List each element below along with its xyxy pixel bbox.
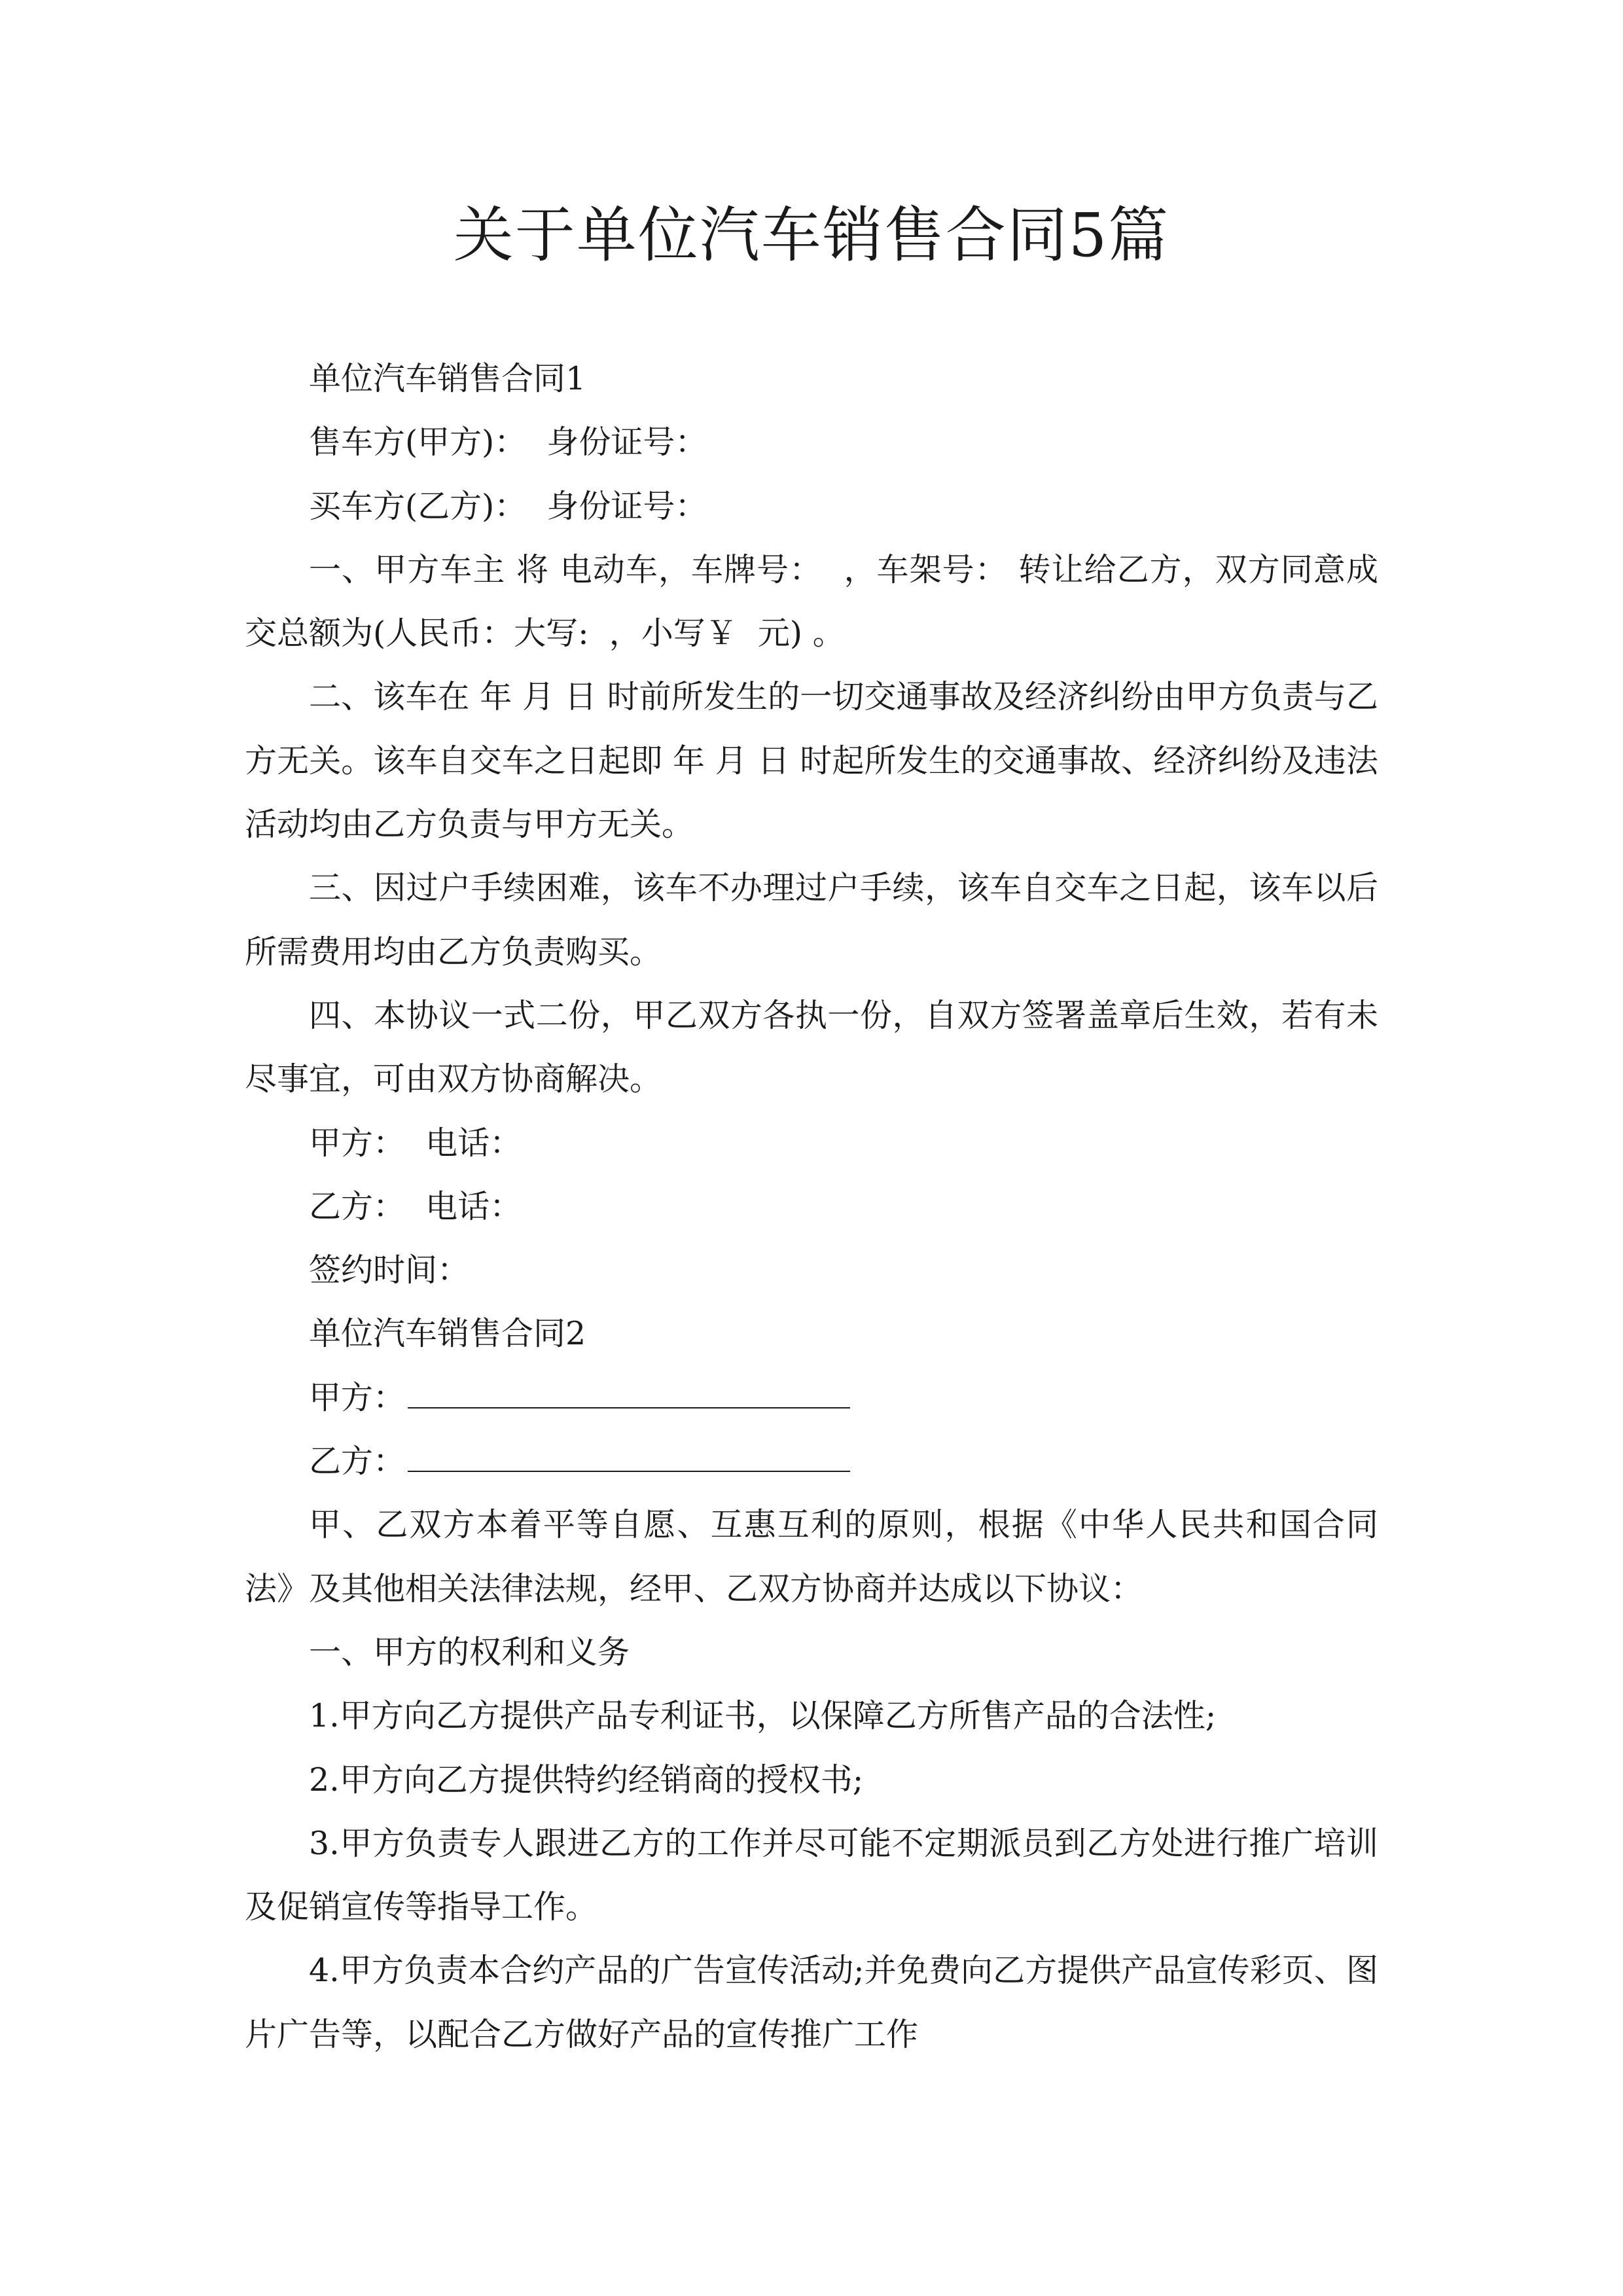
paragraph: 1.甲方向乙方提供产品专利证书，以保障乙方所售产品的合法性; [309,1697,1217,1735]
party-a-blank [408,1368,850,1408]
paragraph: 一、甲方车主 将 电动车，车牌号： ，车架号： 转让给乙方，双方同意成交总额为(人民币：大写: ，小写￥ 元) 。 [245,550,1378,653]
paragraph: 签约时间： [309,1251,470,1289]
paragraph: 甲、乙双方本着平等自愿、互惠互利的原则，根据《中华人民共和国合同法》及其他相关法律法规，经甲、乙双方协商并达成以下协议： [245,1506,1378,1607]
paragraph: 三、因过户手续困难，该车不办理过户手续，该车自交车之日起，该车以后所需费用均由乙方负责购买。 [245,869,1378,971]
document-body [245,347,1378,2066]
paragraph: 甲方： 电话： [309,1124,522,1162]
paragraph: 四、本协议一式二份，甲乙双方各执一份，自双方签署盖章后生效，若有未尽事宜，可由双方协商解决。 [245,996,1378,1098]
paragraph: 一、甲方的权利和义务 [309,1633,630,1671]
paragraph: 二、该车在 年 月 日 时前所发生的一切交通事故及经济纠纷由甲方负责与乙方无关。该车自交车之日起即 年 月 日 时起所发生的交通事故、经济纠纷及违法活动均由乙方负责与甲方无关。 [245,678,1378,844]
paragraph: 4.甲方负责本合约产品的广告宣传活动;并免费向乙方提供产品宣传彩页、图片广告等，以配合乙方做好产品的宣传推广工作 [245,1952,1378,2053]
party-b-label: 乙方： [309,1443,406,1480]
paragraph: 2.甲方向乙方提供特约经销商的授权书; [309,1761,864,1799]
party-a-line [245,1366,1378,1429]
paragraph: 单位汽车销售合同2 [309,1315,586,1353]
party-a-label: 甲方： [309,1378,406,1416]
party-b-line [245,1429,1378,1493]
paragraph: 乙方： 电话： [309,1187,522,1225]
paragraph: 单位汽车销售合同1 [309,360,586,397]
document-title: 关于单位汽车销售合同5篇 [453,200,1170,270]
party-b-blank [408,1431,850,1472]
paragraph: 售车方(甲方)： 身份证号： [309,423,707,461]
paragraph: 买车方(乙方)： 身份证号： [309,487,707,525]
paragraph: 3.甲方负责专人跟进乙方的工作并尽可能不定期派员到乙方处进行推广培训及促销宣传等指导工作。 [245,1824,1378,1926]
